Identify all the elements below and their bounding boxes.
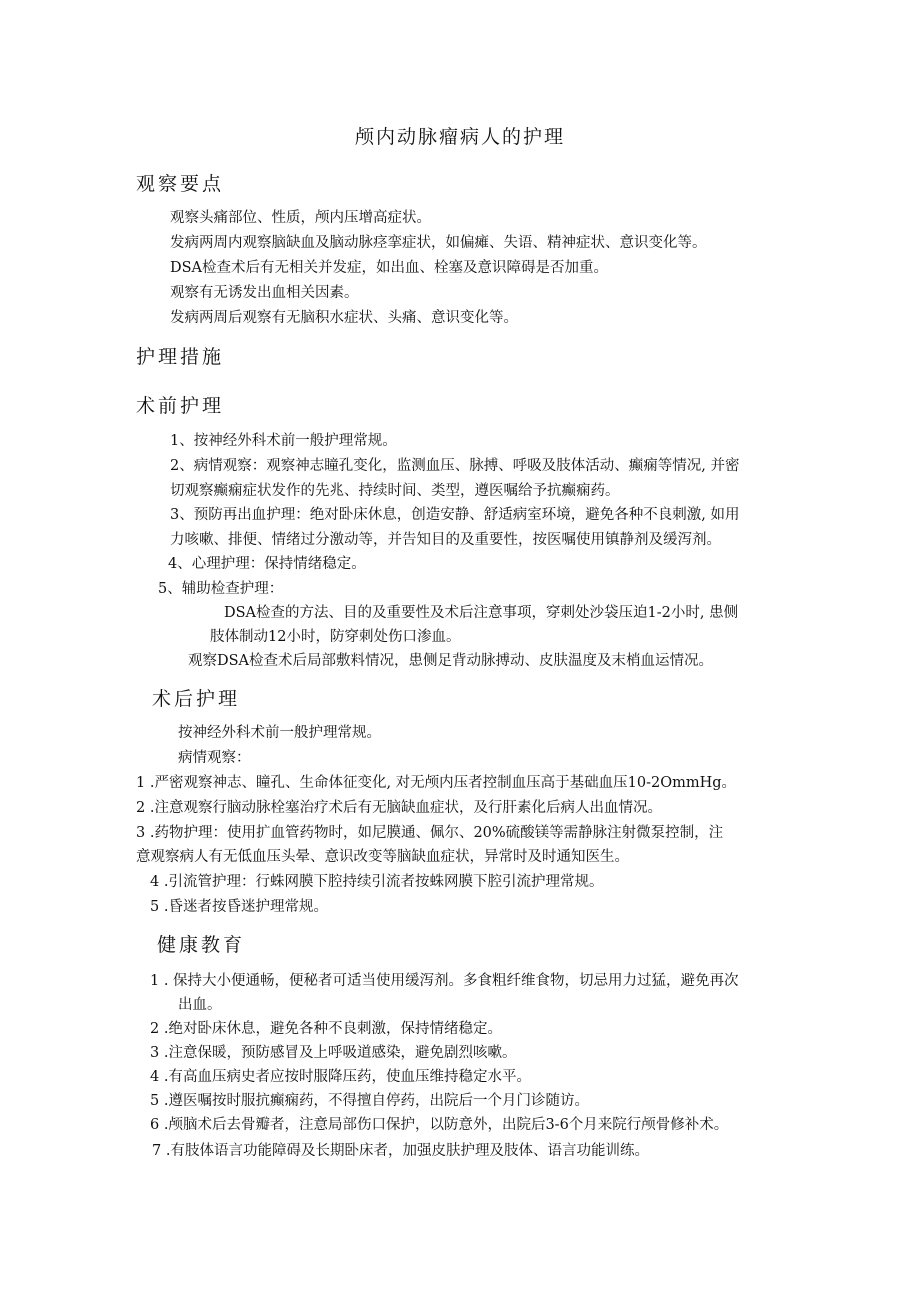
section-heading-preop: 术前护理	[136, 395, 225, 417]
preop-line: 力咳嗽、排便、情绪过分激动等，并告知目的及重要性，按医嘱使用镇静剂及缓泻剂。	[170, 532, 721, 548]
observe-item: 发病两周内观察脑缺血及脑动脉痉挛症状，如偏瘫、失语、精神症状、意识变化等。	[170, 235, 707, 251]
section-heading-measures: 护理措施	[136, 346, 225, 368]
preop-line: 3、预防再出血护理：绝对卧床休息，创造安静、舒适病室环境，避免各种不良刺激, 如用	[170, 507, 740, 523]
postop-line: 2 .注意观察行脑动脉栓塞治疗术后有无脑缺血症状，及行肝素化后病人出血情况。	[136, 800, 662, 816]
observe-item: 观察有无诱发出血相关因素。	[170, 285, 359, 301]
health-line: 2 .绝对卧床休息，避免各种不良刺激，保持情绪稳定。	[150, 1021, 502, 1037]
preop-line: 5、辅助检查护理：	[158, 581, 284, 597]
section-heading-observe: 观察要点	[136, 173, 225, 195]
postop-line: 1 .严密观察神志、瞳孔、生命体征变化, 对无颅内压者控制血压高于基础血压10-2OmmHg。	[136, 775, 737, 791]
postop-line: 按神经外科术前一般护理常规。	[178, 725, 381, 741]
health-line: 出血。	[178, 997, 222, 1013]
preop-line: 肢体制动12小时，防穿刺处伤口渗血。	[210, 629, 461, 645]
page-title: 颅内动脉瘤病人的护理	[354, 126, 565, 148]
preop-line: 切观察癫痫症状发作的先兆、持续时间、类型，遵医嘱给予抗癫痫药。	[170, 483, 620, 499]
health-line: 4 .有高血压病史者应按时服降压药，使血压维持稳定水平。	[150, 1069, 531, 1085]
preop-line: 2、病情观察：观察神志瞳孔变化，监测血压、脉搏、呼吸及肢体活动、癫痫等情况, 并密	[170, 458, 740, 474]
postop-line: 4 .引流管护理：行蛛网膜下腔持续引流者按蛛网膜下腔引流护理常规。	[150, 874, 604, 890]
observe-item: 发病两周后观察有无脑积水症状、头痛、意识变化等。	[170, 310, 518, 326]
postop-line: 5 .昏迷者按昏迷护理常规。	[150, 899, 328, 915]
preop-line: 4、心理护理：保持情绪稳定。	[168, 556, 366, 572]
health-line: 1 . 保持大小便通畅，便秘者可适当使用缓泻剂。多食粗纤维食物，切忌用力过猛，避免再次	[150, 973, 739, 989]
health-line: 3 .注意保暖，预防感冒及上呼吸道感染，避免剧烈咳嗽。	[150, 1045, 517, 1061]
health-line: 5 .遵医嘱按时服抗癫痫药，不得擅自停药，出院后一个月门诊随访。	[150, 1093, 589, 1109]
section-heading-postop: 术后护理	[152, 688, 241, 710]
preop-line: 1、按神经外科术前一般护理常规。	[170, 433, 397, 449]
observe-item: DSA检查术后有无相关并发症，如出血、栓塞及意识障碍是否加重。	[170, 260, 609, 276]
observe-item: 观察头痛部位、性质，颅内压增高症状。	[170, 210, 431, 226]
preop-line: DSA检查的方法、目的及重要性及术后注意事项，穿刺处沙袋压迫1-2小时, 患侧	[224, 605, 739, 621]
preop-line: 观察DSA检查术后局部敷料情况，患侧足背动脉搏动、皮肤温度及末梢血运情况。	[188, 653, 714, 669]
health-line: 7 .有肢体语言功能障碍及长期卧床者，加强皮肤护理及肢体、语言功能训练。	[152, 1143, 649, 1159]
postop-line: 病情观察：	[178, 750, 251, 766]
section-heading-health: 健康教育	[157, 934, 246, 956]
health-line: 6 .颅脑术后去骨瓣者，注意局部伤口保护，以防意外，出院后3-6个月来院行颅骨修补术。	[150, 1117, 729, 1133]
postop-line: 3 .药物护理：使用扩血管药物时，如尼膜通、佩尔、20%硫酸镁等需静脉注射微泵控制，注	[136, 825, 724, 841]
postop-line: 意观察病人有无低血压头晕、意识改变等脑缺血症状，异常时及时通知医生。	[136, 849, 629, 865]
